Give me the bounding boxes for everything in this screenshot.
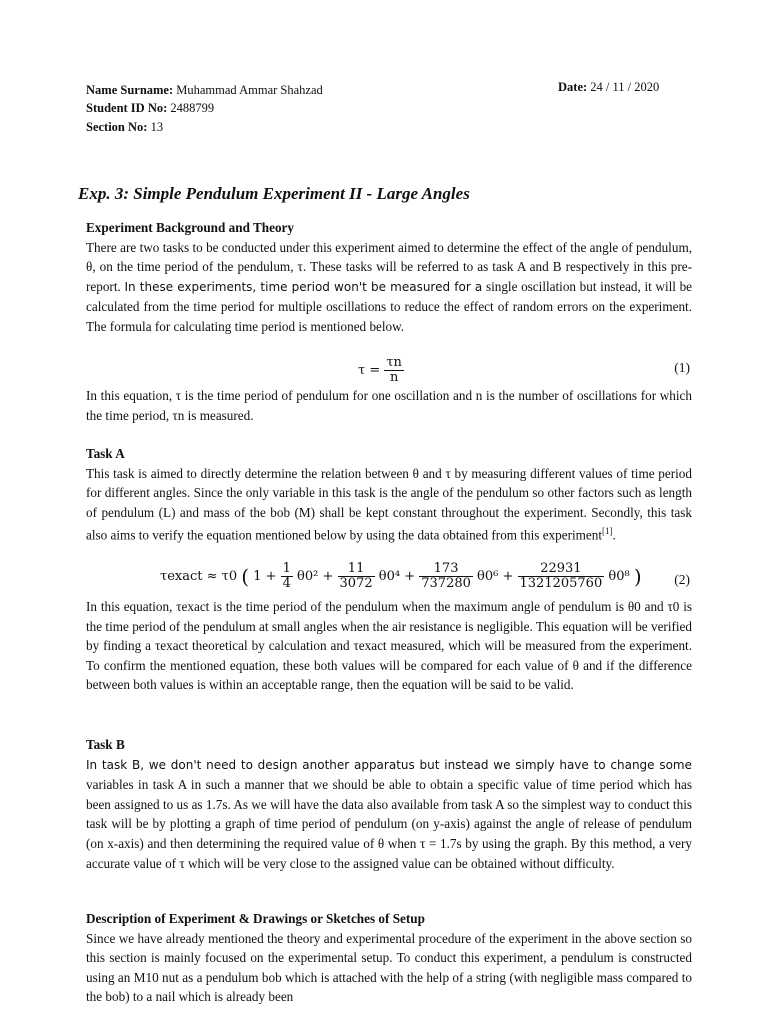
eq1-number: (1) — [674, 360, 690, 375]
eq2-term3: θ0⁴ + — [378, 569, 416, 584]
background-section — [86, 218, 692, 337]
student-id-label: Student ID No: — [86, 101, 168, 115]
student-id-line — [86, 98, 214, 118]
setup-heading: Description of Experiment & Drawings or Sketches of Setup — [86, 911, 425, 926]
eq1-lhs: τ = — [358, 363, 381, 378]
student-id-value: 2488799 — [170, 101, 215, 115]
eq1-fraction — [384, 356, 404, 385]
eq2-number: (2) — [674, 572, 690, 587]
name-line — [86, 80, 323, 100]
setup-paragraph: Since we have already mentioned the theory and experimental procedure of the experiment in the above section so this section is mainly focused on the experimental setup. To conduct this experiment, a pendulum is constructed using an M10 nut as a pendulum bob which is attached with the help of a string (with negligible mass compared to the bob) to a nail which is already been — [86, 930, 692, 1005]
eq2-f4-num: 22931 — [518, 562, 605, 577]
eq2-frac3 — [419, 562, 473, 591]
eq2-f3-den: 737280 — [421, 576, 471, 591]
eq2-term2: θ0² + — [297, 569, 334, 584]
eq1-numerator: τn — [386, 355, 402, 370]
eq1-denominator: n — [389, 370, 399, 385]
background-text-b: In these experiments, time period won't be measured for a — [124, 279, 483, 294]
background-paragraph — [86, 238, 692, 337]
eq2-frac2 — [338, 562, 375, 591]
eq2-lhs: τexact ≈ τ0 — [160, 569, 238, 584]
task-b-text-b: variables in task A in such a manner that we should be able to obtain a specific value of time period which has been assigned to us as 1.7s. As we will have the data also available from task A so the simplest way to conduct this task will be by plotting a graph of time period of pendulum (on y-axis) against the angle of release of pendulum (on x-axis) and then determining the required value of θ when τ = 1.7s by using the graph. By this method, a very accurate value of τ which will be very close to the assigned value can be obtained without difficulty. — [86, 777, 692, 871]
eq2-frac1 — [281, 562, 293, 591]
task-a-paragraph-2: In this equation, τexact is the time period of the pendulum when the maximum angle of pendulum is θ0 and τ0 is the time period of the pendulum at small angles when the air resistance is negligible. This equation will be verified by finding a τexact theoretical by calculation and τexact measured, which will be measured from the experiment. To confirm the mentioned equation, these both values will be compared for each value of θ and if the difference between both values is within an acceptable range, then the equation will be said to be valid. — [86, 599, 692, 693]
background-text-c: single oscillation but instead, it will be calculated from the time period for multiple oscillations to reduce the effect of random errors on the experiment. The formula for calculating time period is mentioned below. — [86, 278, 693, 334]
eq2-term4: θ0⁶ + — [477, 569, 514, 584]
eq2-frac4 — [518, 562, 605, 591]
eq2-f3-num: 173 — [419, 562, 473, 577]
task-a-section — [86, 444, 692, 545]
equation-2: τexact ≈ τ0 ( 1 + $\frac{1}{4}$ θ0² + $\frac{11}{3072}$ θ0⁴ + $\frac{173}{737280}$ θ0⁶ + $\frac{22931}{1321205760}$ θ0⁸ ) — [160, 561, 642, 591]
task-b-text-a: In task B, we don't need to design another apparatus but instead we simply have to change some — [86, 757, 692, 772]
eq2-f1-num: 1 — [282, 561, 291, 576]
section-line — [86, 117, 163, 137]
task-b-paragraph — [86, 755, 692, 874]
background-text-a: There are two tasks to be conducted under this experiment aimed to determine the effect of the angle of pendulum, θ, on the time period of the pendulum, τ. These tasks will be referred to as task A and B respectively in this pre-report. — [86, 239, 692, 294]
date-value: 24 / 11 / 2020 — [590, 80, 660, 94]
task-b-section — [86, 735, 692, 873]
eq2-term5: θ0⁸ — [608, 569, 630, 584]
eq2-f2-den: 3072 — [339, 576, 373, 591]
task-a-paragraph: This task is aimed to directly determine the relation between θ and τ by measuring different values of time period for different angles. Since the only variable in this task is the angle of the pendulum so other factors such as length of pendulum (L) and mass of the bob (M) shall be kept constant throughout the experiment. Secondly, this task also aims to verify the equation mentioned below by using the data obtained from this experiment[1]. — [86, 465, 692, 543]
section-label: Section No: — [86, 120, 148, 134]
name-value: Muhammad Ammar Shahzad — [176, 83, 323, 97]
task-a-text: This task is aimed to directly determine the relation between θ and τ by measuring different values of time period for different angles. Since the only variable in this task is the angle of the pendulum so other factors such as length of pendulum (L) and mass of the bob (M) shall be kept constant throughout the experiment. Secondly, this task also aims to verify the equation mentioned below by using the data obtained from this experiment — [86, 465, 692, 543]
eq2-f4-den: 1321205760 — [519, 576, 603, 591]
task-a-ref: [1] — [602, 526, 613, 537]
task-a-heading: Task A — [86, 446, 125, 461]
section-value: 13 — [150, 120, 164, 134]
name-label: Name Surname: — [86, 83, 174, 97]
setup-section — [86, 909, 692, 1007]
background-paragraph-2: In this equation, τ is the time period of pendulum for one oscillation and n is the number of oscillations for which the time period, τn is measured. — [86, 388, 692, 423]
eq2-f1-den: 4 — [282, 576, 291, 591]
date-label: Date: — [558, 80, 588, 94]
background-heading: Experiment Background and Theory — [86, 220, 294, 235]
eq2-term1: 1 + — [253, 569, 277, 584]
equation-1 — [358, 356, 404, 385]
eq2-f2-num: 11 — [338, 562, 375, 577]
task-b-heading: Task B — [86, 737, 125, 752]
page-title: Exp. 3: Simple Pendulum Experiment II - Large Angles — [78, 184, 470, 203]
date-line — [558, 80, 659, 95]
